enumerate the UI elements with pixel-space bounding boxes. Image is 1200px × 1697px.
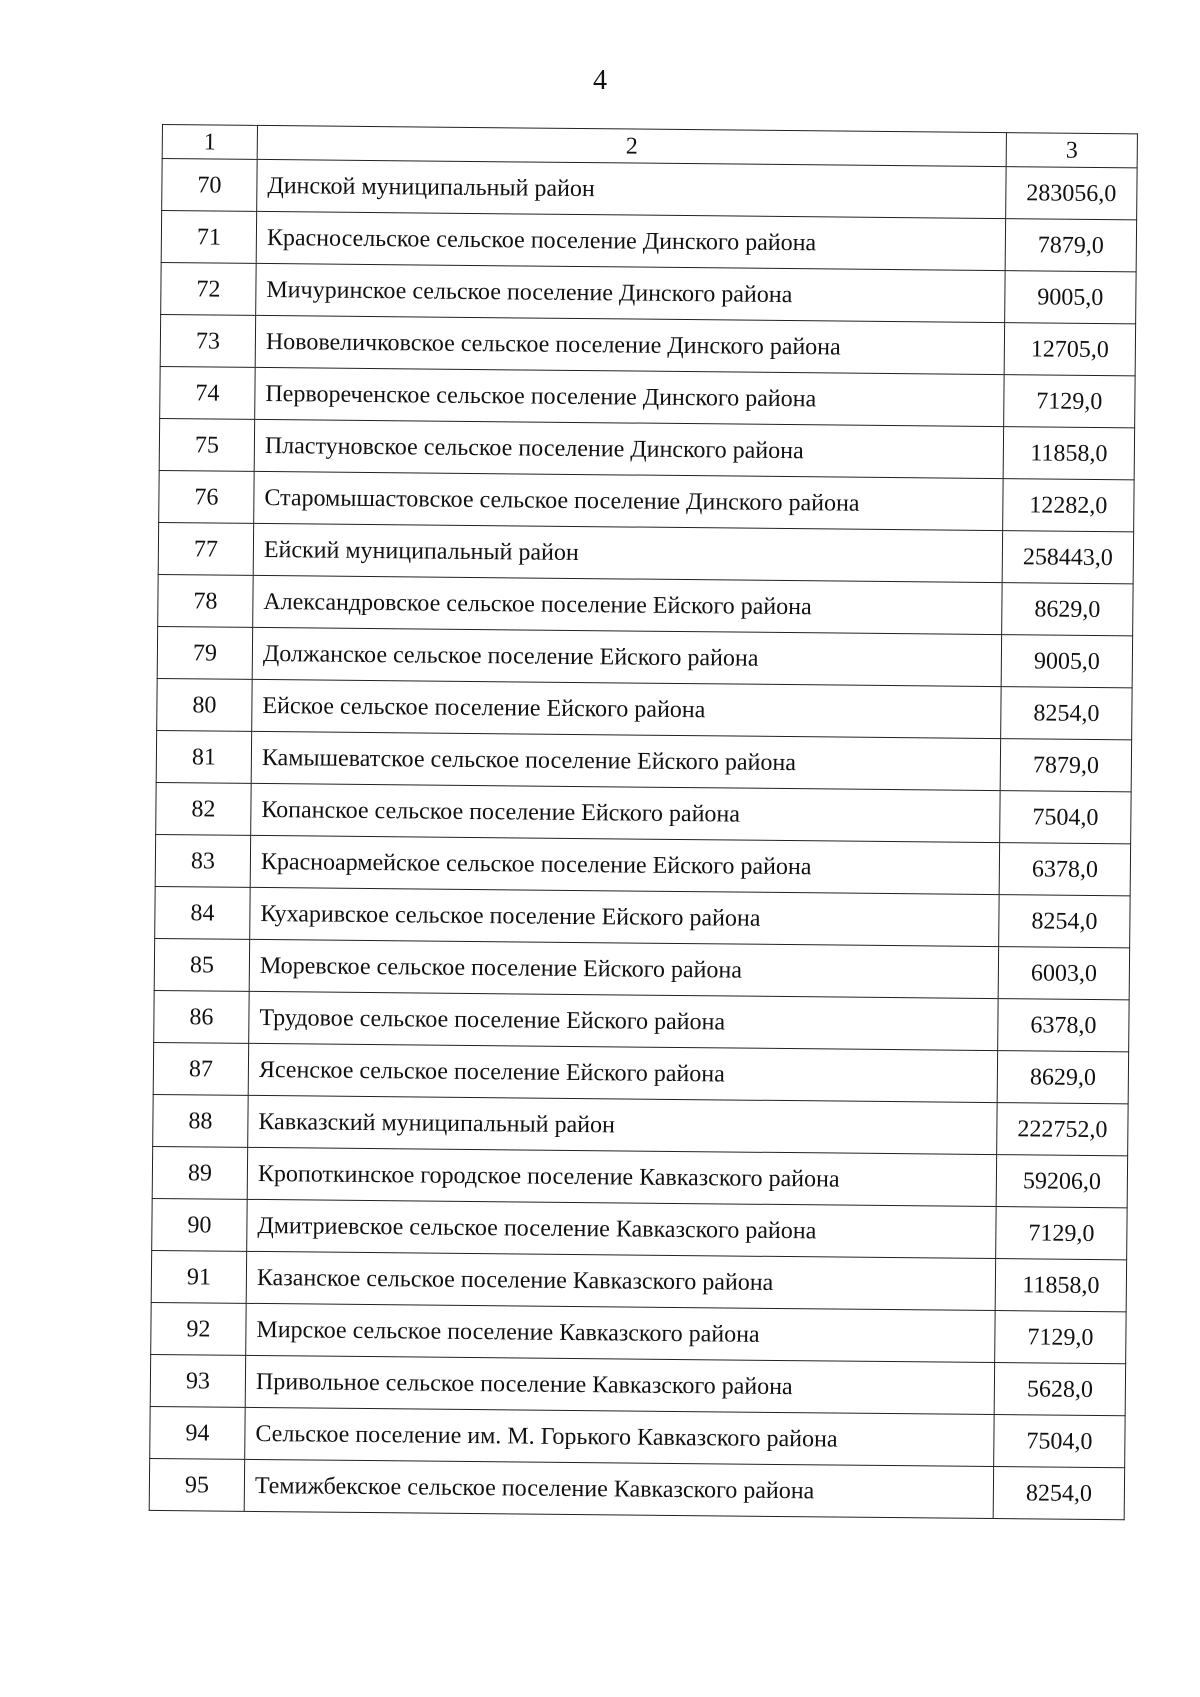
row-number: 82 — [156, 782, 251, 835]
row-number: 86 — [154, 990, 249, 1043]
row-value: 7879,0 — [1000, 739, 1131, 792]
row-name: Сельское поселение им. М. Горького Кавказского района — [245, 1407, 994, 1466]
row-name: Красносельское сельское поселение Динского района — [256, 211, 1005, 270]
row-number: 76 — [159, 470, 254, 523]
row-value: 8629,0 — [997, 1051, 1128, 1104]
row-value: 11858,0 — [995, 1259, 1126, 1312]
row-name: Должанское сельское поселение Ейского района — [252, 627, 1001, 686]
row-name: Камышеватское сельское поселение Ейского района — [251, 731, 1000, 790]
row-name: Нововеличковское сельское поселение Динского района — [255, 315, 1004, 374]
table-row — [158, 574, 1133, 635]
row-name: Ейское сельское поселение Ейского района — [252, 679, 1001, 738]
row-value: 7129,0 — [995, 1311, 1126, 1364]
table-row — [160, 366, 1135, 427]
row-value: 7129,0 — [1004, 375, 1135, 428]
table-row — [157, 626, 1132, 687]
row-value: 9005,0 — [1005, 271, 1136, 324]
table-row — [159, 470, 1134, 531]
row-number: 79 — [157, 626, 252, 679]
table-body — [149, 159, 1137, 1520]
row-number: 74 — [160, 366, 255, 419]
row-name: Дмитриевское сельское поселение Кавказского района — [247, 1199, 996, 1258]
row-name: Кухаривское сельское поселение Ейского района — [250, 887, 999, 946]
row-number: 75 — [159, 418, 254, 471]
row-number: 92 — [151, 1302, 246, 1355]
table-row — [160, 314, 1135, 375]
row-value: 7129,0 — [996, 1207, 1127, 1260]
row-number: 93 — [150, 1354, 245, 1407]
table-row — [157, 678, 1132, 739]
row-number: 91 — [151, 1250, 246, 1303]
row-name: Кропоткинское городское поселение Кавказского района — [247, 1147, 996, 1206]
row-value: 6378,0 — [999, 843, 1130, 896]
row-number: 72 — [161, 262, 256, 315]
column-header-number: 1 — [162, 125, 257, 160]
row-number: 88 — [153, 1094, 248, 1147]
row-value: 59206,0 — [996, 1155, 1127, 1208]
row-value: 9005,0 — [1001, 635, 1132, 688]
row-number: 78 — [158, 574, 253, 627]
table-row — [154, 990, 1129, 1051]
row-number: 70 — [162, 159, 257, 212]
row-number: 90 — [152, 1198, 247, 1251]
row-name: Кавказский муниципальный район — [248, 1095, 997, 1154]
row-value: 8629,0 — [1002, 583, 1133, 636]
row-name: Привольное сельское поселение Кавказского района — [245, 1355, 994, 1414]
row-name: Моревское сельское поселение Ейского района — [249, 939, 998, 998]
table-row — [161, 211, 1136, 272]
column-header-name: 2 — [257, 125, 1006, 166]
row-number: 80 — [157, 678, 252, 731]
row-value: 7504,0 — [994, 1415, 1125, 1468]
table-row — [153, 1094, 1128, 1155]
row-name: Ясенское сельское поселение Ейского района — [248, 1043, 997, 1102]
table-row — [161, 262, 1136, 323]
row-name: Казанское сельское поселение Кавказского района — [246, 1251, 995, 1310]
table-row — [162, 159, 1137, 220]
table-row — [155, 834, 1130, 895]
row-number: 85 — [154, 938, 249, 991]
table-row — [149, 1458, 1124, 1519]
column-header-value: 3 — [1006, 133, 1137, 168]
row-value: 258443,0 — [1002, 531, 1133, 584]
table-row — [158, 522, 1133, 583]
table-row — [150, 1354, 1125, 1415]
table-row — [152, 1198, 1127, 1259]
row-name: Динской муниципальный район — [257, 159, 1006, 218]
page-number: 4 — [593, 65, 607, 96]
row-number: 83 — [155, 834, 250, 887]
row-number: 71 — [161, 211, 256, 264]
row-value: 222752,0 — [997, 1103, 1128, 1156]
allocation-table — [149, 124, 1138, 1520]
table-row — [155, 886, 1130, 947]
row-number: 81 — [156, 730, 251, 783]
row-number: 84 — [155, 886, 250, 939]
row-number: 87 — [153, 1042, 248, 1095]
row-name: Александровское сельское поселение Ейского района — [253, 575, 1002, 634]
row-value: 8254,0 — [993, 1467, 1124, 1520]
row-name: Пластуновское сельское поселение Динского района — [254, 419, 1003, 478]
row-name: Мичуринское сельское поселение Динского района — [256, 263, 1005, 322]
row-number: 95 — [149, 1458, 244, 1511]
row-value: 5628,0 — [994, 1363, 1125, 1416]
row-value: 7504,0 — [1000, 791, 1131, 844]
row-value: 11858,0 — [1003, 427, 1134, 480]
row-value: 6378,0 — [998, 999, 1129, 1052]
row-value: 12705,0 — [1004, 323, 1135, 376]
table-row — [154, 938, 1129, 999]
table-row — [151, 1302, 1126, 1363]
table-row — [156, 782, 1131, 843]
table-row — [153, 1042, 1128, 1103]
row-value: 12282,0 — [1003, 479, 1134, 532]
row-name: Старомышастовское сельское поселение Динского района — [254, 471, 1003, 530]
row-name: Трудовое сельское поселение Ейского района — [249, 991, 998, 1050]
row-name: Темижбекское сельское поселение Кавказского района — [244, 1459, 993, 1518]
row-number: 77 — [158, 522, 253, 575]
row-value: 6003,0 — [998, 947, 1129, 1000]
table-row — [156, 730, 1131, 791]
table-row — [152, 1146, 1127, 1207]
row-number: 89 — [152, 1146, 247, 1199]
row-name: Мирское сельское поселение Кавказского района — [246, 1303, 995, 1362]
row-value: 8254,0 — [1001, 687, 1132, 740]
table-row — [150, 1406, 1125, 1467]
row-name: Первореченское сельское поселение Динского района — [255, 367, 1004, 426]
row-name: Ейский муниципальный район — [253, 523, 1002, 582]
row-name: Красноармейское сельское поселение Ейского района — [250, 835, 999, 894]
row-value: 283056,0 — [1006, 167, 1137, 220]
table-row — [159, 418, 1134, 479]
row-value: 7879,0 — [1005, 219, 1136, 272]
row-name: Копанское сельское поселение Ейского района — [251, 783, 1000, 842]
table-row — [151, 1250, 1126, 1311]
row-number: 73 — [160, 314, 255, 367]
row-number: 94 — [150, 1406, 245, 1459]
row-value: 8254,0 — [999, 895, 1130, 948]
